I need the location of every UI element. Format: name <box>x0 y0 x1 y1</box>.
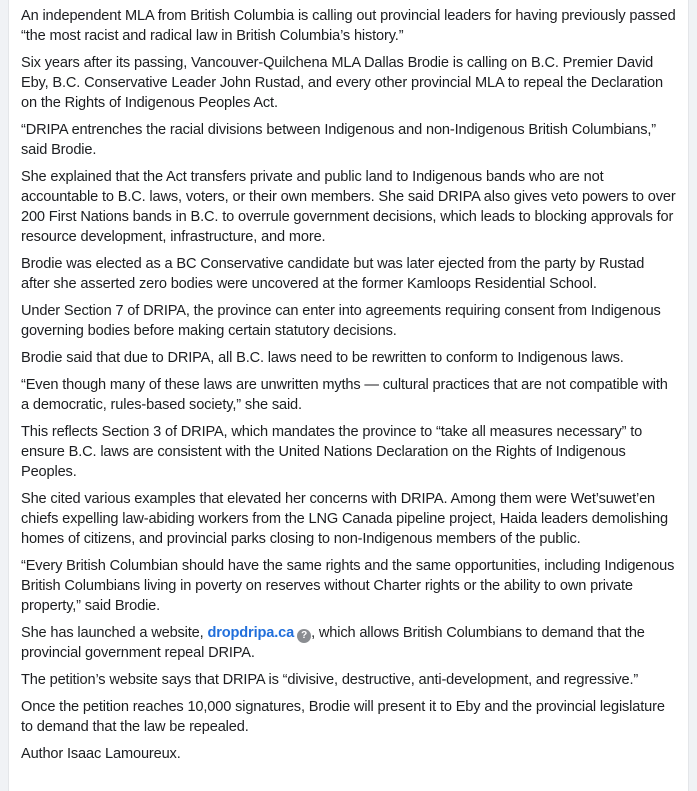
paragraph-petition-goal: Once the petition reaches 10,000 signatures, Brodie will present it to Eby and the provincial legislature to demand that the law be repealed. <box>21 699 665 735</box>
paragraph-examples: She cited various examples that elevated her concerns with DRIPA. Among them were Wet’suwet’en chiefs expelling law-abiding workers from the LNG Canada pipeline project, Haida leaders demolishing homes of citizens, and provincial parks closing to non-Indigenous members of the public. <box>21 491 668 547</box>
paragraph-laws-rewritten: Brodie said that due to DRIPA, all B.C. laws need to be rewritten to conform to Indigenous laws. <box>21 350 624 366</box>
paragraph-brodie-background: Brodie was elected as a BC Conservative candidate but was later ejected from the party by Rustad after she asserted zero bodies were uncovered at the former Kamloops Residential School. <box>21 256 645 292</box>
website-text-before: She has launched a website, <box>21 625 208 641</box>
paragraph-quote-divisions: “DRIPA entrenches the racial divisions between Indigenous and non-Indigenous British Columbians,” said Brodie. <box>21 122 656 158</box>
paragraph-quote-rights: “Every British Columbian should have the same rights and the same opportunities, including Indigenous British Columbians living in poverty on reserves without Charter rights or the ability to own private property,” said Brodie. <box>21 558 675 614</box>
paragraph-section-7: Under Section 7 of DRIPA, the province can enter into agreements requiring consent from Indigenous governing bodies before making certain statutory decisions. <box>21 303 661 339</box>
question-circle-icon[interactable]: ? <box>297 629 311 643</box>
website-text-after: , which allows British Columbians to demand that the provincial government repeal DRIPA. <box>21 625 645 661</box>
post-card <box>8 0 689 791</box>
paragraph-website <box>21 623 676 663</box>
paragraph-repeal-call: Six years after its passing, Vancouver-Quilchena MLA Dallas Brodie is calling on B.C. Premier David Eby, B.C. Conservative Leader John Rustad, and every other provincial MLA to repeal the Declaration on the Rights of Indigenous Peoples Act. <box>21 55 663 111</box>
paragraph-petition-quote: The petition’s website says that DRIPA is “divisive, destructive, anti-development, and regressive.” <box>21 672 639 688</box>
website-link[interactable]: dropdripa.ca <box>207 625 295 641</box>
paragraph-quote-myths: “Even though many of these laws are unwritten myths — cultural practices that are not compatible with a democratic, rules-based society,” she said. <box>21 377 668 413</box>
paragraph-act-explained: She explained that the Act transfers private and public land to Indigenous bands who are not accountable to B.C. laws, voters, or their own members. She said DRIPA also gives veto powers to over 200 First Nations bands in B.C. to overrule government decisions, which leads to blocking approvals for resource development, infrastructure, and more. <box>21 169 676 245</box>
paragraph-section-3: This reflects Section 3 of DRIPA, which mandates the province to “take all measures necessary” to ensure B.C. laws are consistent with the United Nations Declaration on the Rights of Indigenous Peoples. <box>21 424 643 480</box>
author-line: Author Isaac Lamoureux. <box>21 746 181 762</box>
paragraph-intro: An independent MLA from British Columbia is calling out provincial leaders for having previously passed “the most racist and radical law in British Columbia’s history.” <box>21 8 676 44</box>
